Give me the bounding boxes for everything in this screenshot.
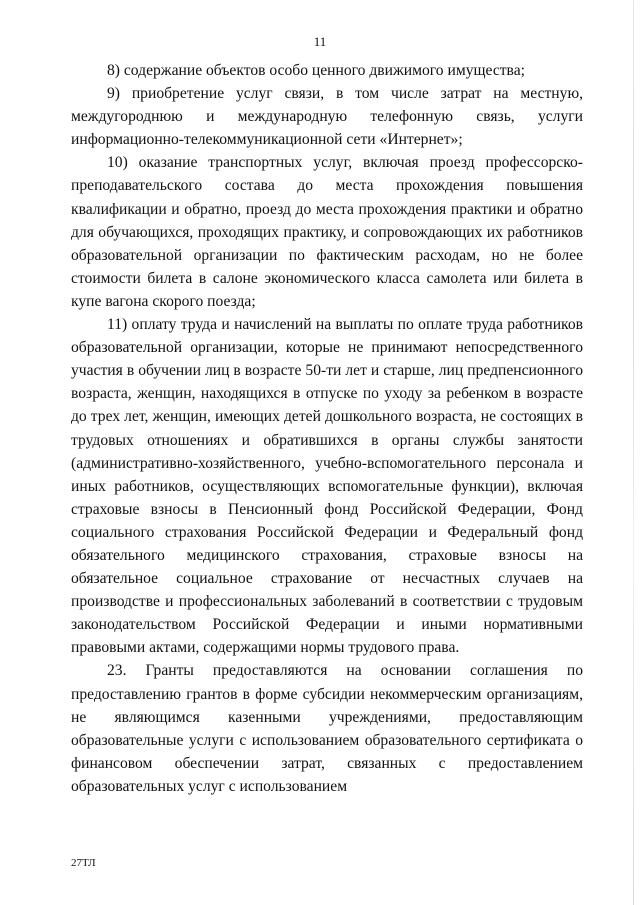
page-number: 11 — [313, 34, 327, 49]
document-body — [71, 59, 583, 798]
paragraph-item-10: 10) оказание транспортных услуг, включая проезд профессорско-преподавательского состава до места прохождения повышения квалификации и обратно, проезд до места прохождения практики и обратно для обучающихся, проходящих практику, и сопровождающих их работников образовательной организации по фактическим расходам, но не более стоимости билета в салоне экономического класса самолета или билета в купе вагона скорого поезда; — [71, 154, 583, 310]
paragraph-item-11: 11) оплату труда и начислений на выплаты по оплате труда работников образовательной организации, которые не принимают непосредственного участия в обучении лиц в возрасте 50-ти лет и старше, лиц предпенсионного возраста, женщин, находящихся в отпуске по уходу за ребенком в возрасте до трех лет, женщин, имеющих детей дошкольного возраста, не состоящих в трудовых отношениях и обратившихся в органы службы занятости (административно-хозяйственного, учебно-вспомогательного персонала и иных работников, осуществляющих вспомогательные функции), включая страховые взносы в Пенсионный фонд Российской Федерации, Фонд социального страхования Российской Федерации и Федеральный фонд обязательного медицинского страхования, страховые взносы на обязательное социальное страхование от несчастных случаев на производстве и профессиональных заболеваний в соответствии с трудовым законодательством Российской Федерации и иными нормативными правовыми актами, содержащими нормы трудового права. — [71, 316, 583, 657]
footer-document-code: 27ТЛ — [71, 857, 96, 869]
paragraph-section-23: 23. Гранты предоставляются на основании соглашения по предоставлению грантов в форме субсидии некоммерческим организациям, не являющимся казенными учреждениями, предоставляющим образовательные услуги с использованием образовательного сертификата о финансовом обеспечении затрат, связанных с предоставлением образовательных услуг с использованием — [71, 662, 583, 795]
paragraph-item-9: 9) приобретение услуг связи, в том числе затрат на местную, междугороднюю и международную телефонную связь, услуги информационно-телекоммуникационной сети «Интернет»; — [71, 85, 583, 149]
paragraph-item-8: 8) содержание объектов особо ценного движимого имущества; — [107, 62, 525, 79]
scan-edge-line — [633, 0, 634, 905]
